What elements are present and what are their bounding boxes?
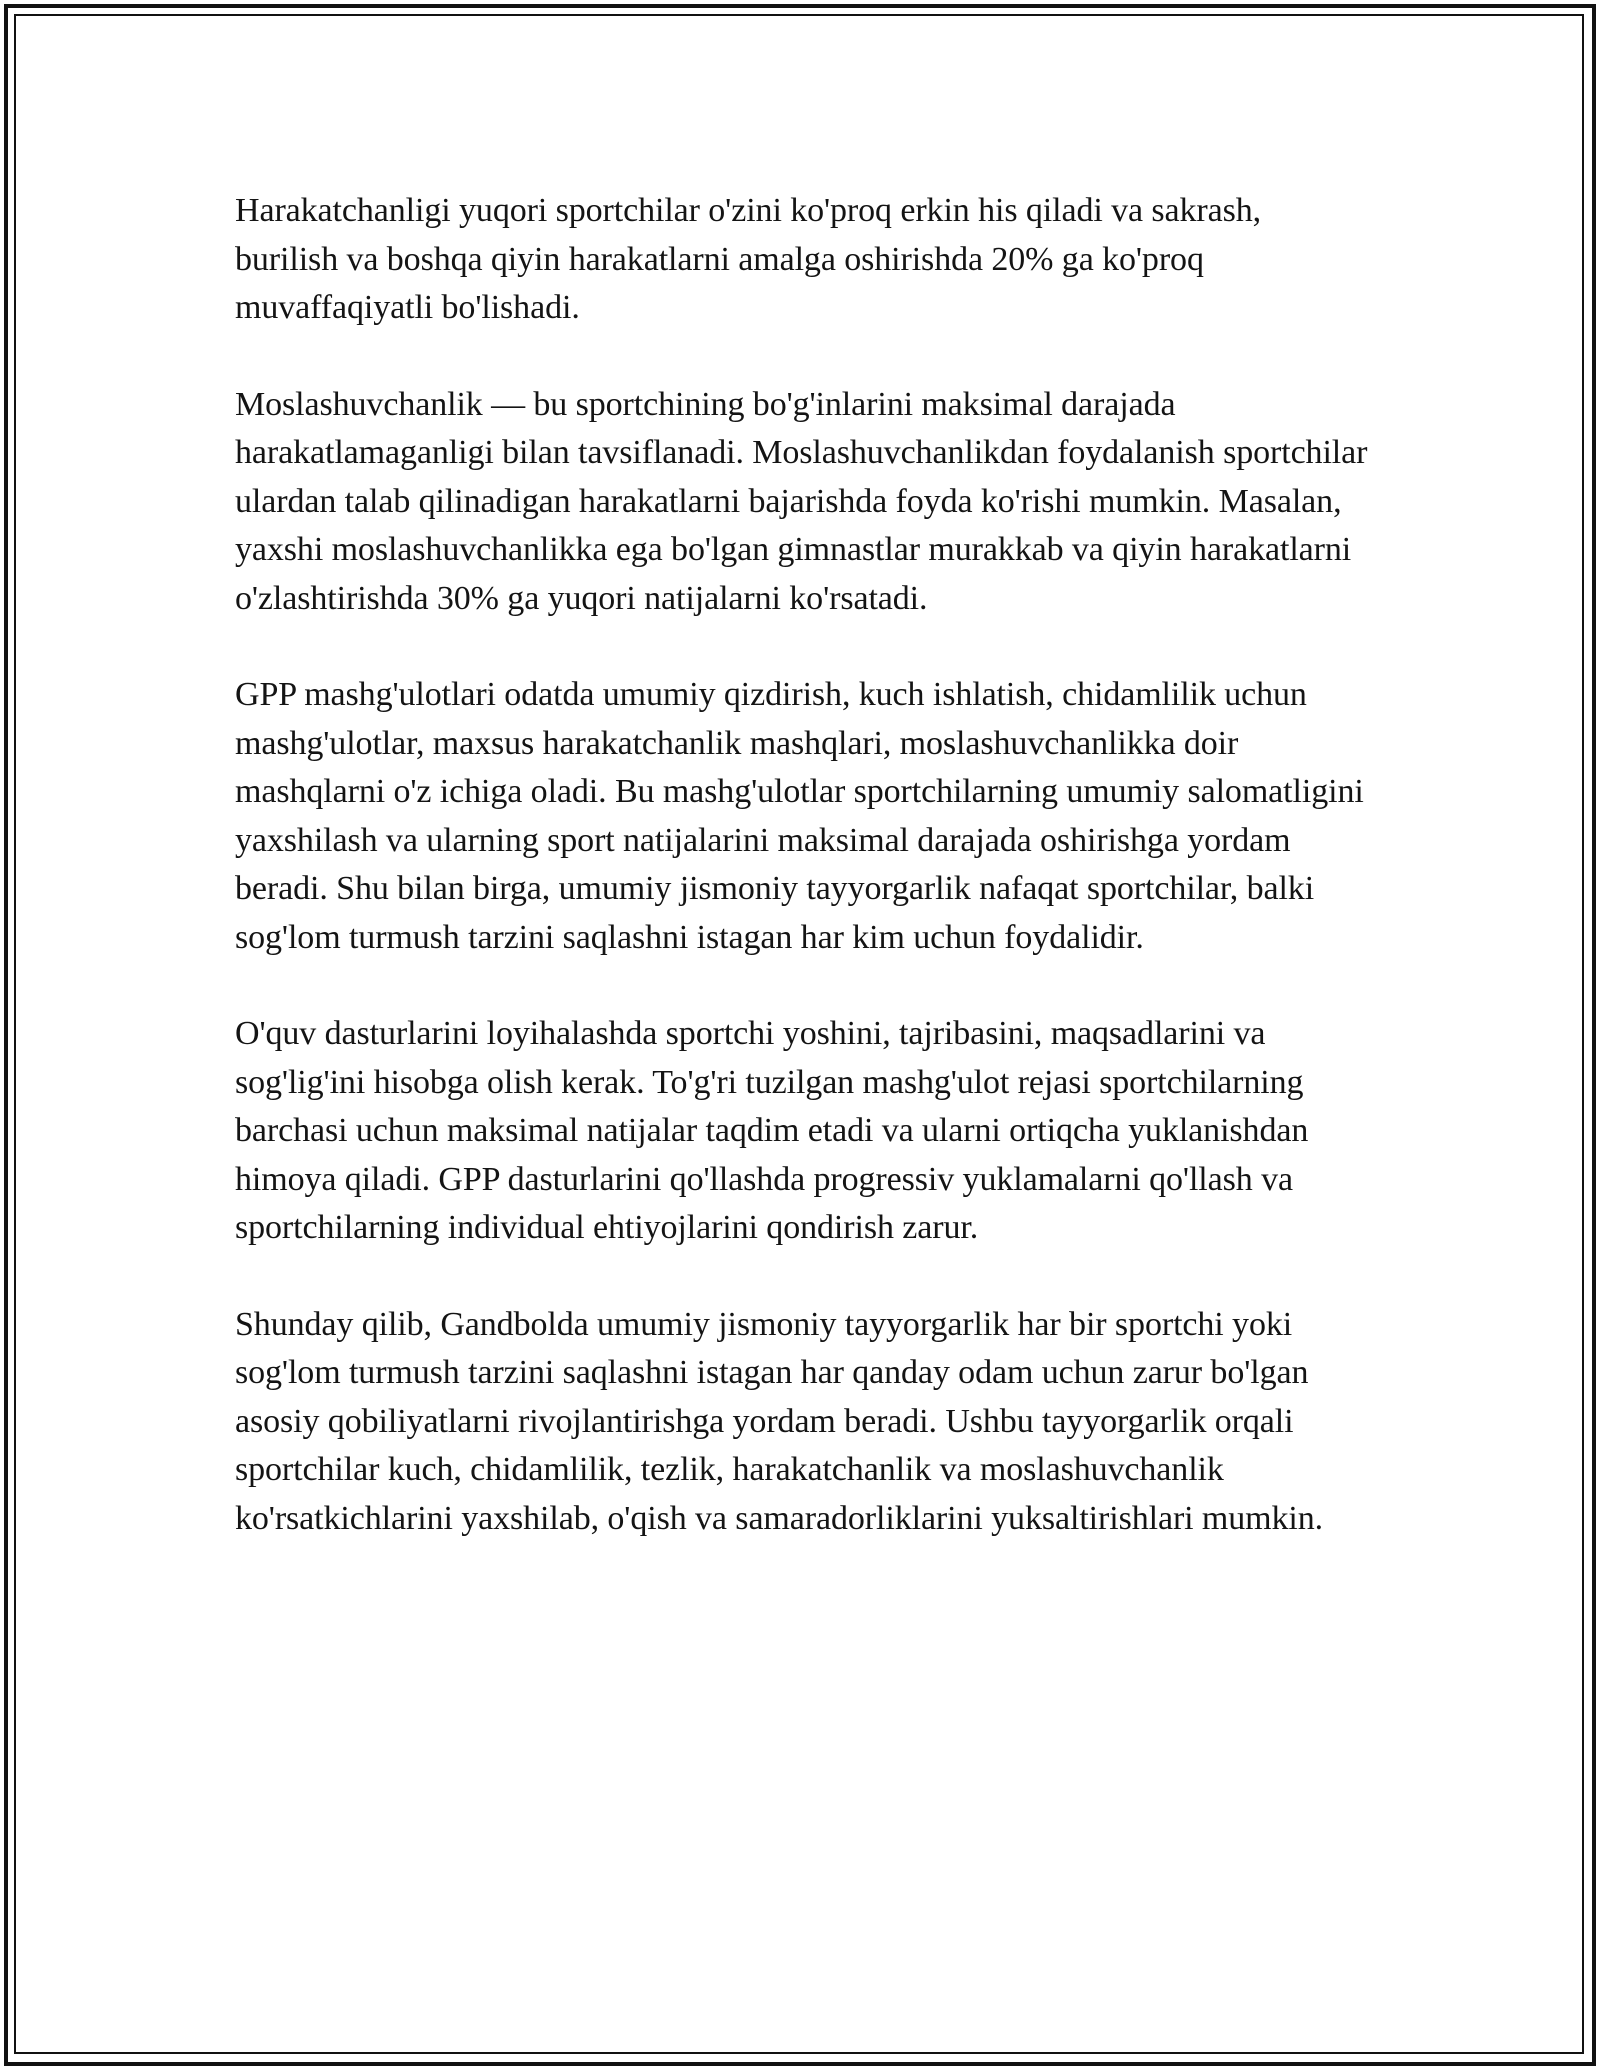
paragraph-program-design: O'quv dasturlarini loyihalashda sportchi yoshini, tajribasini, maqsadlarini va sog'lig'ini hisobga olish kerak. To'g'ri tuzilgan mashg'ulot rejasi sportchilarning barchasi uchun maksimal natijalar taqdim etadi va ularni ortiqcha yuklanishdan himoya qiladi. GPP dasturlarini qo'llashda progressiv yuklamalarni qo'llash va sportchilarning individual ehtiyojlarini qondirish zarur.: [235, 1015, 1309, 1246]
paragraph-conclusion: Shunday qilib, Gandbolda umumiy jismoniy tayyorgarlik har bir sportchi yoki sog'lom turmush tarzini saqlashni istagan har qanday odam uchun zarur bo'lgan asosiy qobiliyatlarni rivojlantirishga yordam beradi. Ushbu tayyorgarlik orqali sportchilar kuch, chidamlilik, tezlik, harakatchanlik va moslashuvchanlik ko'rsatkichlarini yaxshilab, o'qish va samaradorliklarini yuksaltirishlari mumkin.: [235, 1305, 1324, 1537]
document-body: [235, 187, 1370, 1591]
paragraph-gpp-training: GPP mashg'ulotlari odatda umumiy qizdirish, kuch ishlatish, chidamlilik uchun mashg'ulotlar, maxsus harakatchanlik mashqlari, moslashuvchanlikka doir mashqlarni o'z ichiga oladi. Bu mashg'ulotlar sportchilarning umumiy salomatligini yaxshilash va ularning sport natijalarini maksimal darajada oshirishga yordam beradi. Shu bilan birga, umumiy jismoniy tayyorgarlik nafaqat sportchilar, balki sog'lom turmush tarzini saqlashni istagan har kim uchun foydalidir.: [235, 676, 1364, 956]
paragraph-mobility: Harakatchanligi yuqori sportchilar o'zini ko'proq erkin his qiladi va sakrash, burilish va boshqa qiyin harakatlarni amalga oshirishda 20% ga ko'proq muvaffaqiyatli bo'lishadi.: [235, 192, 1262, 326]
paragraph-flexibility: Moslashuvchanlik — bu sportchining bo'g'inlarini maksimal darajada harakatlamaganligi bilan tavsiflanadi. Moslashuvchanlikdan foydalanish sportchilar ulardan talab qilinadigan harakatlarni bajarishda foyda ko'rishi mumkin. Masalan, yaxshi moslashuvchanlikka ega bo'lgan gimnastlar murakkab va qiyin harakatlarni o'zlashtirishda 30% ga yuqori natijalarni ko'rsatadi.: [235, 385, 1368, 617]
